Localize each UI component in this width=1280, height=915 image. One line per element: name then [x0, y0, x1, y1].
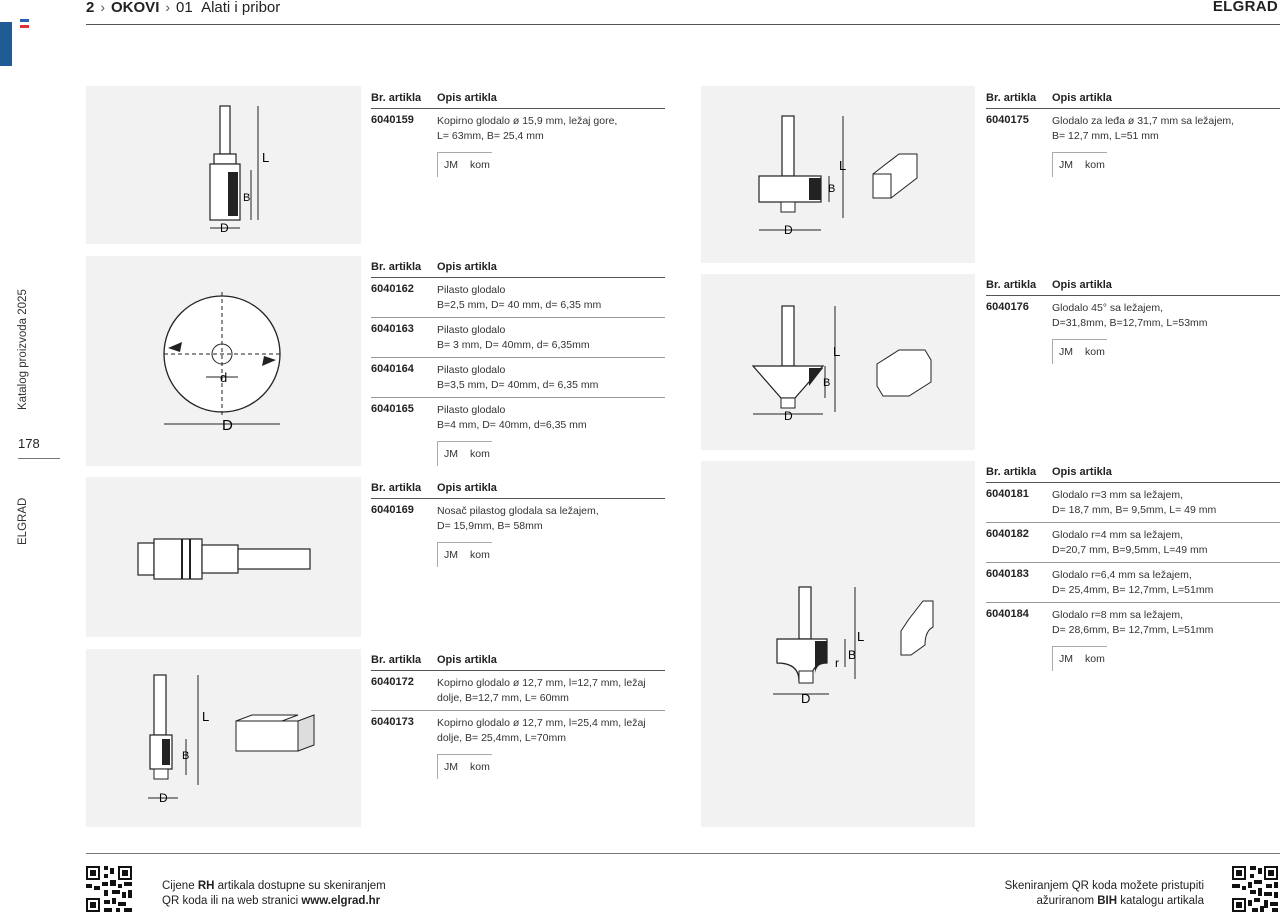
- rabbeting-bit-diagram: [701, 86, 975, 263]
- product-table-3: [371, 482, 665, 571]
- product-table-1: [371, 92, 665, 181]
- desc-line: D= 15,9mm, B= 58mm: [437, 520, 543, 532]
- footer-right-text: [1005, 879, 1204, 909]
- col-desc: Opis artikla: [437, 482, 497, 494]
- product-image-6040181: [701, 461, 975, 827]
- label-D: D: [222, 417, 233, 434]
- table-row: [371, 109, 665, 181]
- label-d: d: [220, 370, 228, 385]
- desc-line: Pilasto glodalo: [437, 324, 506, 336]
- table-row: [371, 711, 665, 783]
- product-image-6040169: [86, 477, 361, 637]
- col-desc: Opis artikla: [437, 654, 497, 666]
- label-r: r: [835, 656, 839, 670]
- article-code: 6040181: [986, 488, 1029, 500]
- desc-line: B=3,5 mm, D= 40mm, d= 6,35 mm: [437, 379, 599, 391]
- desc-line: D= 18,7 mm, B= 9,5mm, L= 49 mm: [1052, 504, 1217, 516]
- col-desc: Opis artikla: [1052, 466, 1112, 478]
- col-code: Br. artikla: [371, 654, 422, 666]
- desc-line: B= 3 mm, D= 40mm, d= 6,35mm: [437, 339, 590, 351]
- product-table-7: [986, 466, 1280, 675]
- table-row: [371, 318, 665, 358]
- table-row: [986, 296, 1280, 368]
- article-code: 6040163: [371, 323, 414, 335]
- product-table-2: [371, 261, 665, 470]
- article-code: 6040182: [986, 528, 1029, 540]
- footer-text: QR koda ili na web stranici: [162, 895, 302, 907]
- label-L: L: [839, 158, 847, 173]
- unit-box: [437, 542, 492, 567]
- footer-text: katalogu artikala: [1117, 895, 1204, 907]
- subsection-title: Alati i pribor: [201, 0, 281, 16]
- flush-trim-bit-diagram: [86, 649, 361, 827]
- product-image-6040176: [701, 274, 975, 450]
- unit-label: JM: [444, 548, 458, 561]
- article-code: 6040159: [371, 114, 414, 126]
- desc-line: Nosač pilastog glodala sa ležajem,: [437, 505, 599, 517]
- page-number: 178: [18, 436, 40, 451]
- qr-code-icon[interactable]: [86, 866, 132, 912]
- unit-label: JM: [1059, 158, 1073, 171]
- article-code: 6040172: [371, 676, 414, 688]
- desc-line: Glodalo r=6,4 mm sa ležajem,: [1052, 569, 1192, 581]
- unit-value: kom: [1085, 345, 1105, 358]
- footer-left-text: [162, 879, 386, 909]
- desc-line: Glodalo r=4 mm sa ležajem,: [1052, 529, 1184, 541]
- label-D: D: [159, 791, 168, 805]
- label-B: B: [182, 750, 190, 762]
- col-code: Br. artikla: [986, 466, 1037, 478]
- desc-line: D=20,7 mm, B=9,5mm, L=49 mm: [1052, 544, 1208, 556]
- table-row: [371, 358, 665, 398]
- desc-line: Glodalo 45° sa ležajem,: [1052, 302, 1164, 314]
- section-link[interactable]: OKOVI: [111, 0, 160, 16]
- label-B: B: [828, 183, 836, 195]
- desc-line: Glodalo r=3 mm sa ležajem,: [1052, 489, 1184, 501]
- article-code: 6040162: [371, 283, 414, 295]
- table-row: [371, 278, 665, 318]
- unit-box: [1052, 339, 1107, 364]
- catalog-label: Katalog proizvoda 2025: [17, 289, 29, 410]
- section-number: 2: [86, 0, 95, 16]
- desc-line: D= 28,6mm, B= 12,7mm, L=51mm: [1052, 624, 1214, 636]
- product-image-6040162: [86, 256, 361, 466]
- product-image-6040172: [86, 649, 361, 827]
- unit-label: JM: [444, 760, 458, 773]
- unit-value: kom: [470, 447, 490, 460]
- desc-line: Kopirno glodalo ø 15,9 mm, ležaj gore,: [437, 115, 618, 127]
- footer-text: Cijene: [162, 880, 198, 892]
- unit-label: JM: [1059, 345, 1073, 358]
- product-table-6: [986, 279, 1280, 368]
- desc-line: Pilasto glodalo: [437, 404, 506, 416]
- product-image-6040175: [701, 86, 975, 263]
- arbor-diagram: [86, 477, 361, 637]
- roundover-bit-diagram: [701, 461, 975, 827]
- chevron-right-icon: ›: [165, 0, 171, 15]
- chevron-right-icon: ›: [100, 0, 106, 15]
- label-B: B: [243, 192, 251, 204]
- table-row: [371, 398, 665, 470]
- subsection-number: 01: [176, 0, 193, 16]
- desc-line: dolje, B= 25,4mm, L=70mm: [437, 732, 566, 744]
- unit-label: JM: [444, 447, 458, 460]
- col-code: Br. artikla: [986, 279, 1037, 291]
- desc-line: dolje, B=12,7 mm, L= 60mm: [437, 692, 569, 704]
- label-B: B: [823, 377, 831, 389]
- qr-code-icon[interactable]: [1232, 866, 1278, 912]
- footer-divider: [86, 853, 1280, 854]
- desc-line: Glodalo r=8 mm sa ležajem,: [1052, 609, 1184, 621]
- col-desc: Opis artikla: [437, 261, 497, 273]
- table-row: [986, 523, 1280, 563]
- page-number-rule: [18, 458, 60, 459]
- col-code: Br. artikla: [371, 482, 422, 494]
- desc-line: Kopirno glodalo ø 12,7 mm, l=12,7 mm, ležaj: [437, 677, 646, 689]
- desc-line: B= 12,7 mm, L=51 mm: [1052, 130, 1159, 142]
- table-row: [986, 563, 1280, 603]
- table-row: [371, 671, 665, 711]
- router-bit-diagram: [86, 86, 361, 244]
- col-code: Br. artikla: [371, 92, 422, 104]
- footer-text: ažuriranom: [1036, 895, 1098, 907]
- table-row: [371, 499, 665, 571]
- brand-side-label: ELGRAD: [17, 497, 29, 545]
- desc-line: D= 25,4mm, B= 12,7mm, L=51mm: [1052, 584, 1214, 596]
- slotting-cutter-diagram: [86, 256, 361, 466]
- table-row: [986, 109, 1280, 181]
- article-code: 6040169: [371, 504, 414, 516]
- footer-strong: RH: [197, 880, 215, 892]
- table-row: [986, 483, 1280, 523]
- article-code: 6040176: [986, 301, 1029, 313]
- header-divider: [86, 24, 1280, 25]
- unit-box: [1052, 646, 1107, 671]
- label-L: L: [202, 709, 210, 724]
- article-code: 6040164: [371, 363, 414, 375]
- section-color-bar: [0, 22, 12, 66]
- article-code: 6040173: [371, 716, 414, 728]
- footer-text: artikala dostupne su skeniranjem: [214, 880, 386, 892]
- col-desc: Opis artikla: [1052, 92, 1112, 104]
- desc-line: Glodalo za leđa ø 31,7 mm sa ležajem,: [1052, 115, 1235, 127]
- unit-box: [437, 754, 492, 779]
- article-code: 6040184: [986, 608, 1029, 620]
- breadcrumb: [86, 0, 280, 18]
- website-link[interactable]: www.elgrad.hr: [301, 895, 381, 907]
- label-D: D: [784, 223, 793, 237]
- unit-value: kom: [470, 158, 490, 171]
- desc-line: Kopirno glodalo ø 12,7 mm, l=25,4 mm, ležaj: [437, 717, 646, 729]
- product-table-5: [986, 92, 1280, 181]
- label-D: D: [801, 691, 811, 706]
- label-L: L: [833, 344, 841, 359]
- footer-text: Skeniranjem QR koda možete pristupiti: [1004, 880, 1204, 892]
- table-row: [986, 603, 1280, 675]
- footer-strong: BIH: [1097, 895, 1118, 907]
- brand-logo-top: ELGRAD: [1212, 0, 1278, 15]
- unit-box: [1052, 152, 1107, 177]
- label-D: D: [220, 221, 229, 235]
- unit-value: kom: [1085, 652, 1105, 665]
- desc-line: L= 63mm, B= 25,4 mm: [437, 130, 544, 142]
- desc-line: D=31,8mm, B=12,7mm, L=53mm: [1052, 317, 1208, 329]
- label-B: B: [848, 648, 857, 662]
- col-code: Br. artikla: [986, 92, 1037, 104]
- desc-line: Pilasto glodalo: [437, 284, 506, 296]
- article-code: 6040175: [986, 114, 1029, 126]
- col-code: Br. artikla: [371, 261, 422, 273]
- chamfer-bit-diagram: [701, 274, 975, 450]
- flag-icon: [20, 19, 29, 28]
- desc-line: B=2,5 mm, D= 40 mm, d= 6,35 mm: [437, 299, 602, 311]
- unit-box: [437, 441, 492, 466]
- label-L: L: [262, 150, 270, 165]
- desc-line: B=4 mm, D= 40mm, d=6,35 mm: [437, 419, 587, 431]
- desc-line: Pilasto glodalo: [437, 364, 506, 376]
- unit-value: kom: [470, 760, 490, 773]
- product-image-6040159: [86, 86, 361, 244]
- product-table-4: [371, 654, 665, 783]
- unit-label: JM: [1059, 652, 1073, 665]
- unit-label: JM: [444, 158, 458, 171]
- unit-value: kom: [1085, 158, 1105, 171]
- article-code: 6040183: [986, 568, 1029, 580]
- article-code: 6040165: [371, 403, 414, 415]
- unit-value: kom: [470, 548, 490, 561]
- col-desc: Opis artikla: [1052, 279, 1112, 291]
- col-desc: Opis artikla: [437, 92, 497, 104]
- unit-box: [437, 152, 492, 177]
- label-D: D: [784, 409, 793, 423]
- label-L: L: [857, 629, 865, 644]
